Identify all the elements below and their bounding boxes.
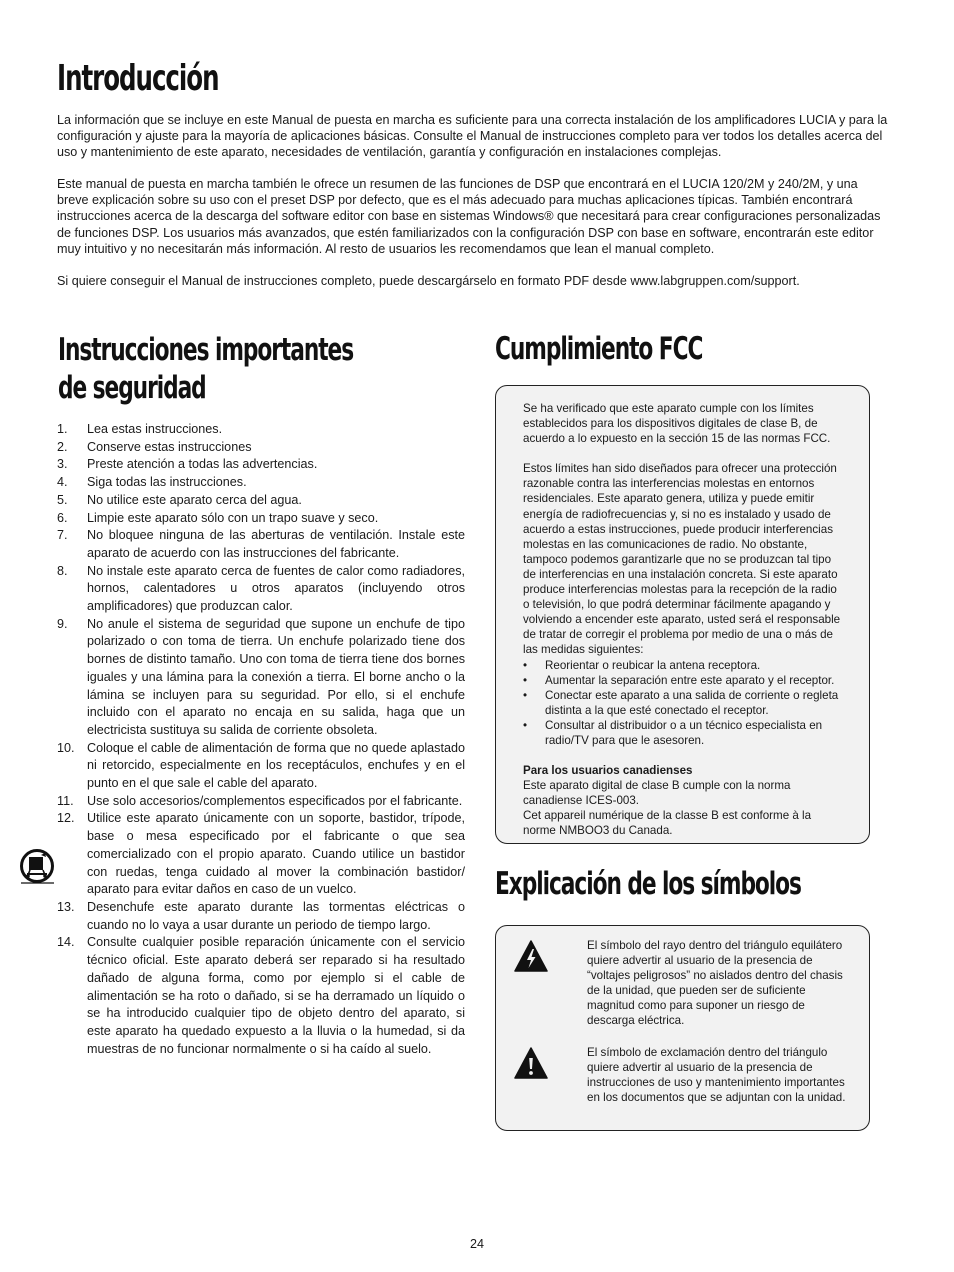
safety-item (57, 616, 465, 740)
safety-list (57, 421, 465, 1058)
fcc-measure-item: • Conectar este aparato a una salida de corriente o regleta distinta a la que esté conectado el receptor. (523, 688, 843, 718)
intro-paragraph: Si quiere conseguir el Manual de instrucciones completo, puede descargárselo en formato PDF desde www.labgruppen.com/support. (57, 273, 800, 288)
intro-title: Introducción (57, 58, 219, 99)
safety-title-line2: de seguridad (58, 370, 206, 406)
safety-item (57, 934, 465, 1058)
safety-item-text: Siga todas las instrucciones. (87, 475, 247, 490)
safety-item (57, 456, 465, 474)
safety-item-number: 8. (57, 563, 68, 578)
fcc-title: Cumplimiento FCC (495, 331, 703, 367)
safety-item-number: 1. (57, 422, 68, 436)
exclamation-triangle-icon (514, 1047, 548, 1079)
safety-item-text: Desenchufe este aparato durante las tormentas eléctricas o cuando no lo vaya a usar durante un periodo de tiempo largo. (87, 899, 465, 932)
safety-item (57, 793, 465, 811)
safety-item-text: No utilice este aparato cerca del agua. (87, 492, 302, 507)
canada-text: Este aparato digital de clase B cumple con la norma canadiense ICES-003. (523, 779, 791, 808)
safety-item-text: No bloquee ninguna de las aberturas de ventilación. Instale este aparato de acuerdo con las instrucciones del fabricante. (87, 528, 465, 560)
safety-item (57, 810, 465, 899)
safety-item-number: 13. (57, 899, 75, 914)
fcc-paragraph: Estos límites han sido diseñados para ofrecer una protección razonable contra las interferencias molestas en entornos residenciales. Este aparato genera, utiliza y puede emitir energía de radiofrecuencias y, si no es instalado y usado de acuerdo a estas instrucciones, puede producir interferencias molestas en las comunicaciones de radio. No obstante, tampoco podemos garantizarle que no se produzcan tal tipo de interferencias en una instalación concreta. Si este aparato produce interferencias molestas para la recepción de la radio o televisión, lo que podrá determinar fácilmente apagando y volviendo a encender este aparato, usted será el responsable de tratar de corregir el problema por medio de una o más de las medidas siguientes: (523, 462, 841, 657)
safety-item-number: 4. (57, 475, 68, 490)
safety-item (57, 510, 465, 528)
lightning-symbol-text: El símbolo del rayo dentro del triángulo equilátero quiere advertir al usuario de la presencia de “voltajes peligrosos” no aislados dentro del chasis de la unidad, que pueden ser de suficiente magnitud como para suponer un riesgo de descarga eléctrica. (587, 939, 843, 1028)
safety-item-text: Lea estas instrucciones. (87, 422, 223, 436)
safety-title-line1: Instrucciones importantes (58, 332, 354, 368)
cart-tipover-warning-icon (18, 848, 56, 886)
lightning-triangle-icon (514, 940, 548, 972)
safety-item-number: 2. (57, 439, 68, 454)
safety-item-text: No anule el sistema de seguridad que supone un enchufe de tipo polarizado o con toma de tierra. Un enchufe polarizado tiene dos bornes de distinto tamaño. Uno con toma de tierra tiene dos bornes iguales y una lámina para la conexión a tierra. El borne ancho o la lámina se incluyen para su seguridad. Por ello, si el enchufe incluido con el aparato no encaja en su salida, haga que un electricista sustituya su salida de corriente obsoleta. (87, 616, 465, 737)
intro-paragraph: Este manual de puesta en marcha también le ofrece un resumen de las funciones de DSP que encontrará en el LUCIA 120/2M y 240/2M, y una breve explicación sobre su uso con el preset DSP por defecto, que es el más adecuado para muchas aplicaciones típicas. También encontrará instrucciones acerca de la descarga del software editor con base en sistemas Windows® que necesitará para crear configuraciones personalizadas de funciones DSP. Los usuarios más avanzados, que estén familiarizados con la configuración DSP con base en software, encontrarán este editor muy intuitivo y no necesitarán más información. Al resto de usuarios les recomendamos que lean el manual completo. (57, 177, 881, 256)
safety-title (58, 331, 353, 407)
safety-item-number: 10. (57, 740, 75, 755)
safety-item-text: Limpie este aparato sólo con un trapo suave y seco. (87, 510, 379, 525)
safety-item-text: Coloque el cable de alimentación de forma que no quede aplastado ni retorcido, especialmente en los receptáculos, enchufes y en el punto en el que sale el cable del aparato. (87, 740, 465, 791)
safety-item-text: Consulte cualquier posible reparación únicamente con el servicio técnico oficial. Este aparato deberá ser reparado si ha resultado dañado de alguna forma, como por ejemplo si el cable de alimentación se ha roto o dañado, si se ha derramado un líquido o se ha introducido cualquier tipo de objeto dentro del aparato, si este aparato ha quedado expuesto a la lluvia o la humedad, si da muestras de no funcionar normalmente o si ha caído al suelo. (87, 935, 465, 1056)
fcc-measure-item: • Aumentar la separación entre este aparato y el receptor. (523, 673, 843, 688)
safety-item-text: Conserve estas instrucciones (87, 439, 252, 454)
safety-item (57, 899, 465, 934)
safety-item-number: 9. (57, 616, 68, 631)
fcc-measures-list (523, 658, 843, 749)
symbols-box (495, 925, 870, 1131)
fcc-box (495, 385, 870, 844)
canada-text-fr: Cet appareil numérique de la classe B est conforme à la norme NMBOO3 du Canada. (523, 809, 812, 838)
safety-item (57, 474, 465, 492)
safety-item-number: 11. (57, 793, 74, 808)
safety-item-text: Use solo accesorios/complementos especificados por el fabricante. (87, 793, 463, 808)
safety-item-text: Preste atención a todas las advertencias. (87, 457, 318, 472)
safety-item-text: No instale este aparato cerca de fuentes de calor como radiadores, hornos, calentadores u otros aparatos (incluyendo otros amplificadores) que produzcan calor. (87, 563, 465, 614)
safety-item (57, 740, 465, 793)
fcc-paragraph: Se ha verificado que este aparato cumple con los límites establecidos para los dispositivos digitales de clase B, de acuerdo a lo expuesto en la sección 15 de las normas FCC. (523, 402, 831, 446)
symbols-title: Explicación de los símbolos (495, 866, 801, 902)
intro-paragraph: La información que se incluye en este Manual de puesta en marcha es suficiente para una correcta instalación de los amplificadores LUCIA y para la configuración y ajuste para la mayoría de aplicaciones básicas. Consulte el Manual de instrucciones completo para ver todos los detalles acerca del uso y mantenimiento de este aparato, necesidades de ventilación, garantía y configuración en instalaciones complejas. (57, 113, 888, 160)
exclamation-symbol-text: El símbolo de exclamación dentro del triángulo quiere advertir al usuario de la presencia de instrucciones de uso y mantenimiento importantes en los documentos que se adjuntan con la unidad. (587, 1046, 846, 1105)
page-number: 24 (469, 1237, 484, 1251)
safety-item-number: 12. (57, 811, 75, 826)
safety-item-text: Utilice este aparato únicamente con un soporte, bastidor, trípode, base o mesa especificado por el fabricante o que sea comercializado con el propio aparato. Cuando utilice un bastidor con ruedas, tenga cuidado al mover la combinación bastidor/ aparato para evitar daños en caso de un vuelco. (87, 811, 465, 897)
fcc-measure-item: • Consultar al distribuidor o a un técnico especialista en radio/TV para que le asesoren. (523, 718, 843, 748)
canada-section (523, 763, 843, 838)
fcc-measure-item: • Reorientar o reubicar la antena receptora. (523, 658, 843, 673)
safety-item (57, 527, 465, 562)
safety-item-number: 7. (57, 528, 68, 543)
safety-item-number: 3. (57, 457, 68, 472)
safety-item-number: 14. (57, 935, 75, 950)
safety-item (57, 421, 465, 439)
safety-item (57, 439, 465, 457)
safety-item-number: 6. (57, 510, 68, 525)
intro-text (57, 112, 889, 305)
safety-item (57, 492, 465, 510)
safety-item-number: 5. (57, 492, 68, 507)
canada-title: Para los usuarios canadienses (523, 764, 693, 778)
safety-item (57, 563, 465, 616)
